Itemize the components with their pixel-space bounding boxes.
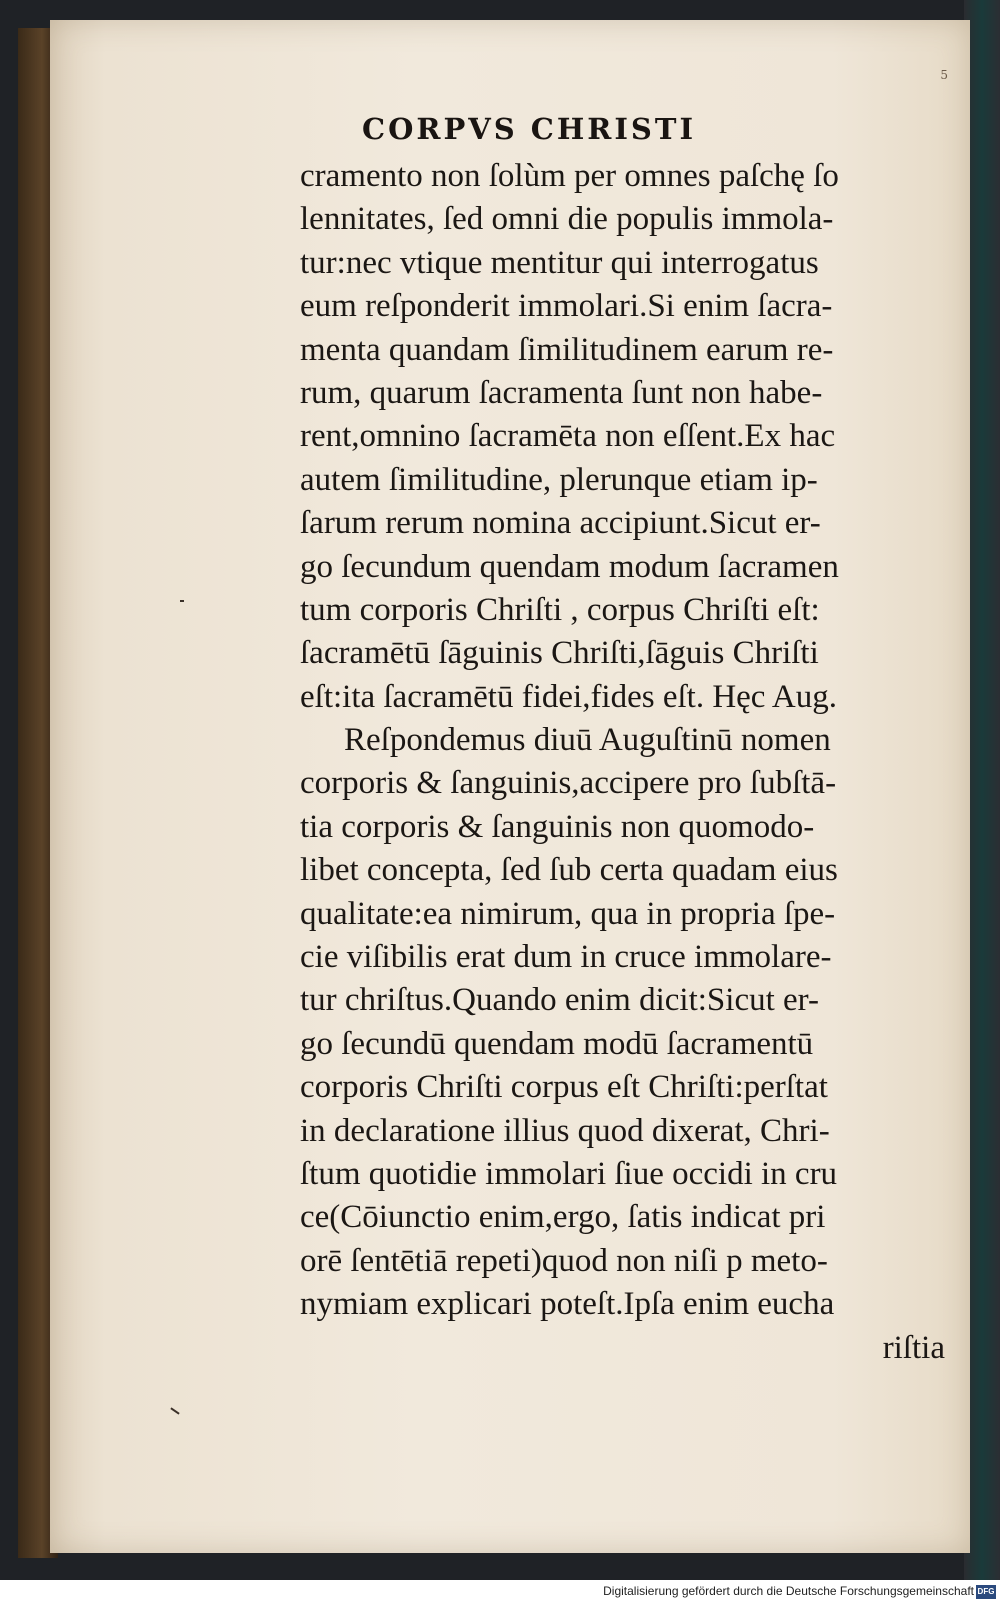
text-line: menta quandam ſimilitudinem earum re-: [300, 331, 834, 368]
text-line: tur chriſtus.Quando enim dicit:Sicut er-: [300, 982, 819, 1019]
running-head: CORPVS CHRISTI: [362, 112, 697, 146]
text-line: ſacramētū ſāguinis Chriſti,ſāguis Chriſti: [300, 635, 819, 672]
text-line: lennitates, ſed omni die populis immola-: [300, 201, 834, 238]
text-line: tur:nec vtique mentitur qui interrogatus: [300, 244, 819, 281]
text-line: ce(Cōiunctio enim,ergo, ſatis indicat pri: [300, 1199, 826, 1236]
text-line: cramento non ſolùm per omnes paſchę ſo: [300, 158, 839, 194]
funding-credit: Digitalisierung gefördert durch die Deutsche Forschungsgemeinschaft: [603, 1584, 974, 1598]
text-line: tia corporis & ſanguinis non quomodo-: [300, 808, 815, 845]
text-line: rum, quarum ſacramenta ſunt non habe-: [300, 374, 823, 411]
text-line: ſtum quotidie immolari ſiue occidi in cru: [300, 1155, 838, 1192]
text-line: corporis Chriſti corpus eſt Chriſti:perſtat: [300, 1069, 828, 1106]
text-line: go ſecundum quendam modum ſacramen: [300, 548, 839, 585]
text-line: orē ſentētiā repeti)quod non niſi p meto-: [300, 1242, 828, 1279]
text-line: autem ſimilitudine, plerunque etiam ip-: [300, 461, 818, 498]
ink-speck: [180, 600, 184, 602]
catchword: riſtia: [882, 1329, 945, 1366]
text-line: ſarum rerum nomina accipiunt.Sicut er-: [300, 505, 821, 542]
text-line: tum corporis Chriſti , corpus Chriſti eſt:: [300, 591, 820, 628]
text-line: go ſecundū quendam modū ſacramentū: [300, 1025, 814, 1062]
body-text: [300, 155, 950, 1370]
paragraph-start-line: Reſpondemus diuū Auguſtinū nomen: [344, 722, 831, 759]
text-line: eum reſponderit immolari.Si enim ſacra-: [300, 288, 833, 325]
footer-bar: [0, 1580, 1000, 1604]
text-line: eſt:ita ſacramētū fidei,fides eſt. Hęc Aug.: [300, 678, 837, 715]
text-line: cie viſibilis erat dum in cruce immolare-: [300, 939, 832, 976]
text-line: libet concepta, ſed ſub certa quadam eius: [300, 852, 838, 889]
dfg-logo: DFG: [976, 1585, 996, 1599]
text-line: nymiam explicari poteſt.Ipſa enim eucha: [300, 1286, 835, 1323]
text-line: qualitate:ea nimirum, qua in propria ſpe-: [300, 895, 836, 932]
text-line: corporis & ſanguinis,accipere pro ſubſtā-: [300, 765, 837, 802]
ink-speck: [170, 1407, 179, 1414]
text-line: rent,omnino ſacramēta non eſſent.Ex hac: [300, 418, 836, 455]
text-line: in declaratione illius quod dixerat, Chri-: [300, 1112, 830, 1149]
folio-number: 5: [940, 68, 948, 82]
